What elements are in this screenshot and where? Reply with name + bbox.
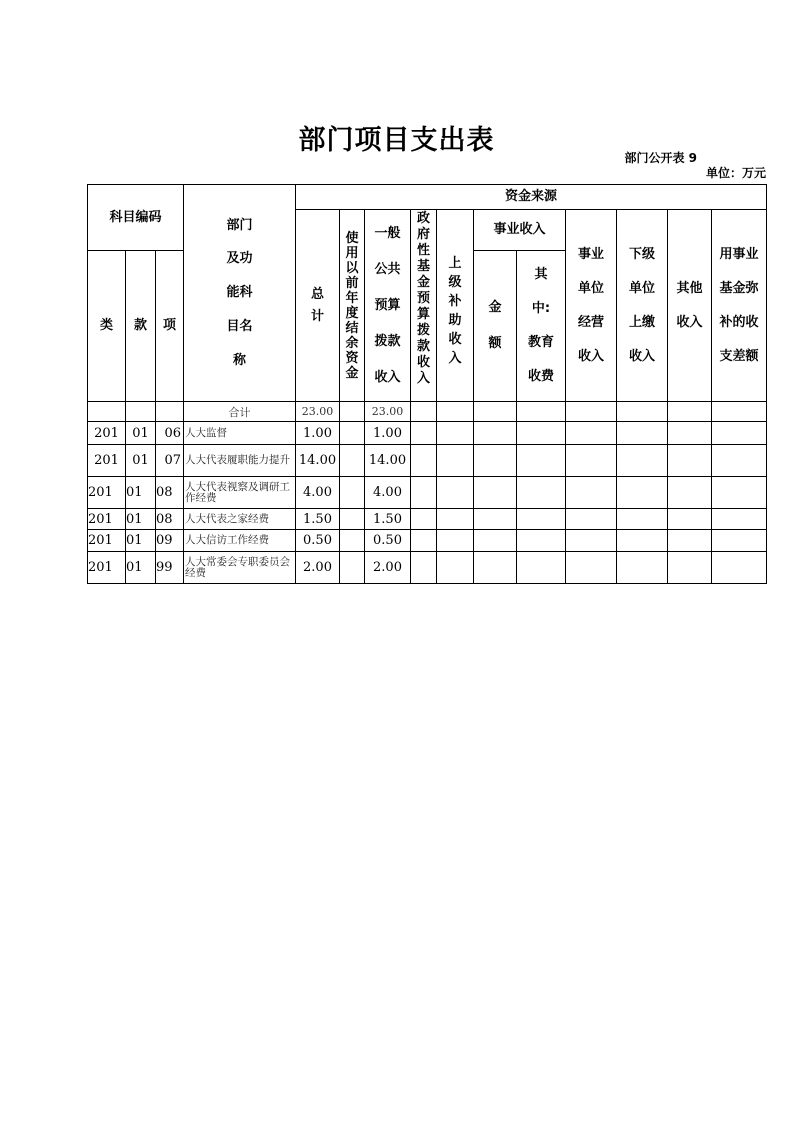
table-row: 201 01 08 人大代表之家经费 1.50 1.50 <box>88 509 767 530</box>
kuan-header: 款 <box>126 251 156 402</box>
summary-total: 23.00 <box>296 402 340 422</box>
reserve-fund-header: 用事业 基金弥 补的收 支差额 <box>712 210 767 402</box>
form-number: 部门公开表 9 <box>624 151 697 165</box>
summary-label: 合计 <box>184 402 296 422</box>
row-name: 人大常委会专职委员会经费 <box>184 552 296 584</box>
amount-header: 金 额 <box>474 251 517 402</box>
row-name: 人大信访工作经费 <box>184 530 296 552</box>
table-row: 201 01 99 人大常委会专职委员会经费 2.00 2.00 <box>88 552 767 584</box>
project-expense-table <box>87 184 767 584</box>
xiang-header: 项 <box>156 251 184 402</box>
total-header: 总 计 <box>296 210 340 402</box>
page-title: 部门项目支出表 <box>298 125 495 156</box>
fund-source-header: 资金来源 <box>296 185 767 210</box>
table-row: 201 01 06 人大监督 1.00 1.00 <box>88 422 767 445</box>
row-name: 人大代表之家经费 <box>184 509 296 530</box>
dept-name-header: 部门 及功 能科 目名 称 <box>184 185 296 402</box>
unit-label: 单位：万元 <box>705 166 766 180</box>
superior-subsidy-header: 上级补助收入 <box>437 210 474 402</box>
subject-code-header: 科目编码 <box>88 185 184 251</box>
lei-header: 类 <box>88 251 126 402</box>
row-name: 人大代表履职能力提升 <box>184 445 296 477</box>
general-budget-header: 一般 公共 预算 拨款 收入 <box>365 210 411 402</box>
summary-general: 23.00 <box>365 402 411 422</box>
row-name: 人大监督 <box>184 422 296 445</box>
gov-fund-header: 政府性基金预算拨款收入 <box>411 210 437 402</box>
row-name: 人大代表视察及调研工作经费 <box>184 477 296 509</box>
summary-row <box>88 402 767 422</box>
business-income-header: 事业收入 <box>474 210 566 251</box>
operating-income-header: 事业 单位 经营 收入 <box>566 210 617 402</box>
education-fee-header: 其 中: 教育 收费 <box>517 251 566 402</box>
prev-year-balance-header: 使用以前年度结余资金 <box>340 210 365 402</box>
table-row: 201 01 08 人大代表视察及调研工作经费 4.00 4.00 <box>88 477 767 509</box>
table-row: 201 01 07 人大代表履职能力提升 14.00 14.00 <box>88 445 767 477</box>
table-row: 201 01 09 人大信访工作经费 0.50 0.50 <box>88 530 767 552</box>
other-income-header: 其他 收入 <box>668 210 712 402</box>
subordinate-income-header: 下级 单位 上缴 收入 <box>617 210 668 402</box>
